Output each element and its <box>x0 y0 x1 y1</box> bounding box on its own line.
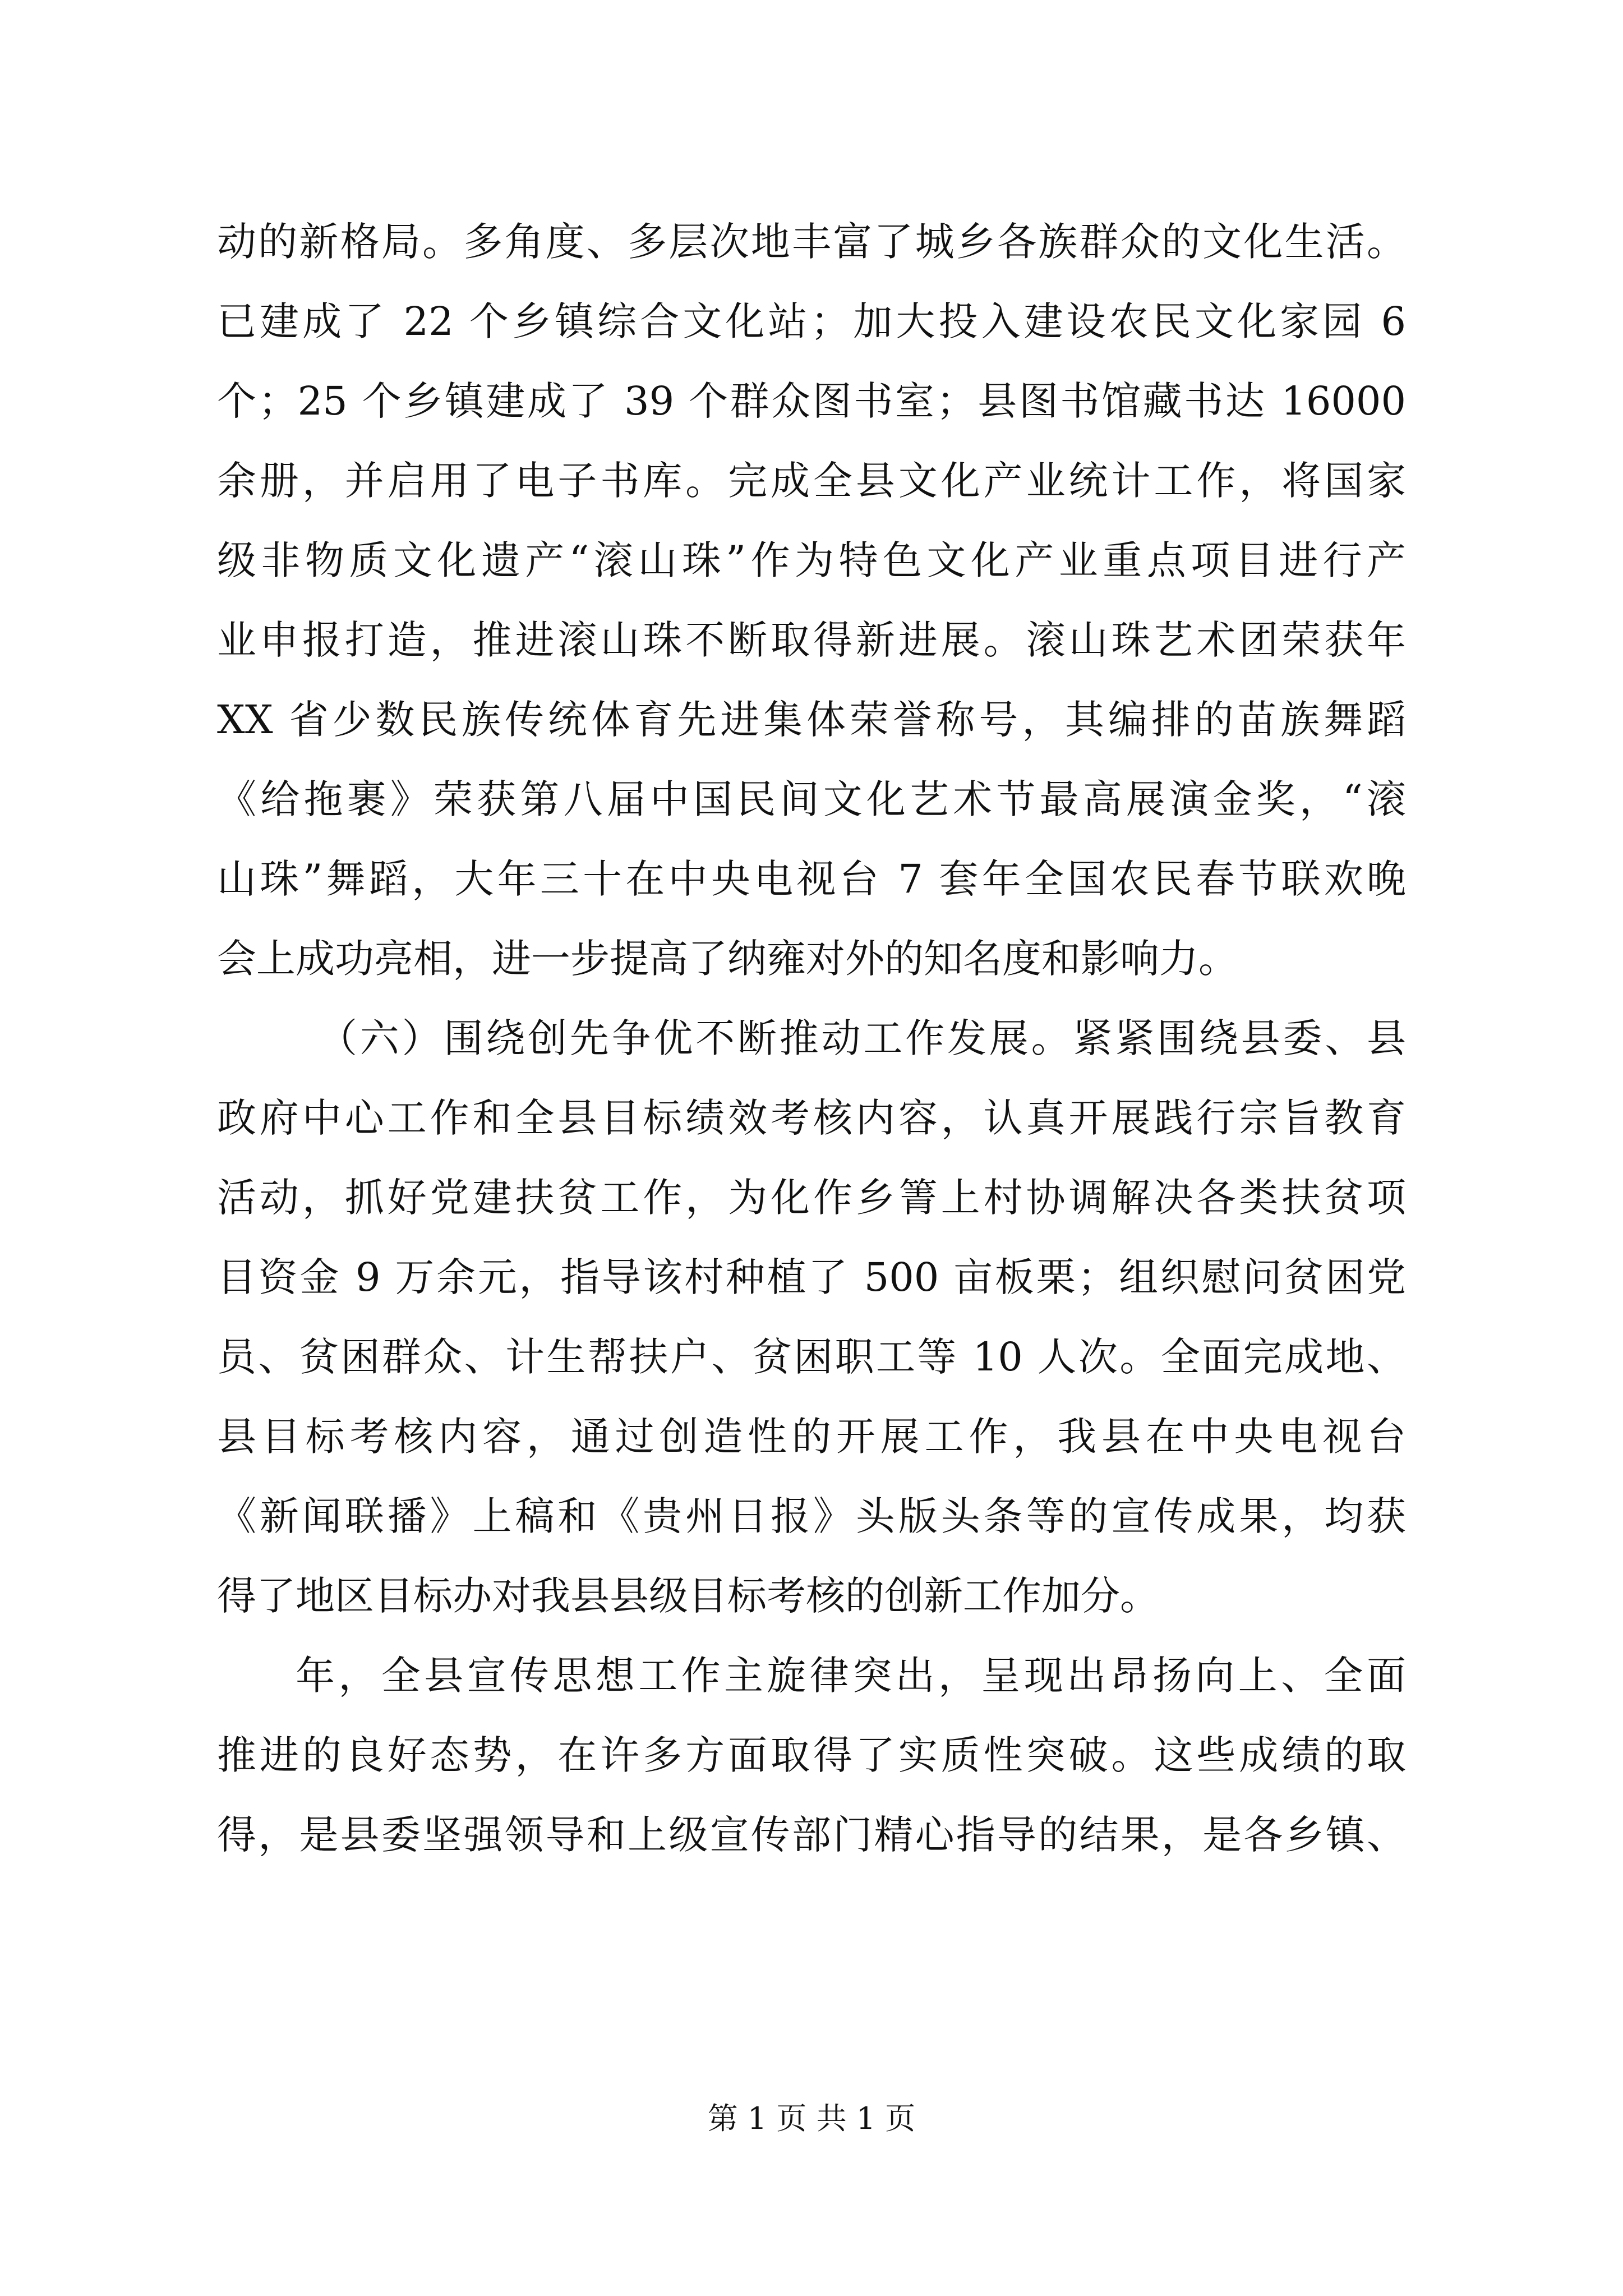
text-line: 《给拖裹》荣获第八届中国民间文化艺术节最高展演金奖，“滚 <box>217 776 1406 822</box>
text-line: 目资金 9 万余元，指导该村种植了 500 亩板栗；组织慰问贫困党 <box>217 1254 1406 1300</box>
body-text <box>217 202 1406 1875</box>
text-line: 员、贫困群众、计生帮扶户、贫困职工等 10 人次。全面完成地、 <box>217 1334 1406 1380</box>
text-line: 会上成功亮相，进一步提高了纳雍对外的知名度和影响力。 <box>217 936 1238 982</box>
text-line: 山珠”舞蹈，大年三十在中央电视台 7 套年全国农民春节联欢晚 <box>217 856 1406 902</box>
text-line: 级非物质文化遗产“滚山珠”作为特色文化产业重点项目进行产 <box>217 537 1406 583</box>
text-line: 已建成了 22 个乡镇综合文化站；加大投入建设农民文化家园 6 <box>217 298 1406 344</box>
page-footer: 第 1 页 共 1 页 <box>707 2101 916 2136</box>
text-line: 余册，并启用了电子书库。完成全县文化产业统计工作，将国家 <box>217 458 1406 504</box>
text-line: 个；25 个乡镇建成了 39 个群众图书室；县图书馆藏书达 16000 <box>217 378 1406 424</box>
text-line: 得了地区目标办对我县县级目标考核的创新工作加分。 <box>217 1573 1159 1619</box>
text-line: 活动，抓好党建扶贫工作，为化作乡箐上村协调解决各类扶贫项 <box>217 1175 1406 1221</box>
text-line: 动的新格局。多角度、多层次地丰富了城乡各族群众的文化生活。 <box>217 219 1406 265</box>
section-heading-line: （六）围绕创先争优不断推动工作发展。紧紧围绕县委、县 <box>318 1015 1406 1061</box>
text-line: 业申报打造，推进滚山珠不断取得新进展。滚山珠艺术团荣获年 <box>217 617 1406 663</box>
text-line: 县目标考核内容，通过创造性的开展工作，我县在中央电视台 <box>217 1414 1406 1460</box>
text-line: 推进的良好态势，在许多方面取得了实质性突破。这些成绩的取 <box>217 1732 1406 1778</box>
text-line: 得，是县委坚强领导和上级宣传部门精心指导的结果，是各乡镇、 <box>217 1812 1406 1858</box>
paragraph-start-line: 年，全县宣传思想工作主旋律突出，呈现出昂扬向上、全面 <box>296 1653 1406 1699</box>
text-line: 《新闻联播》上稿和《贵州日报》头版头条等的宣传成果，均获 <box>217 1493 1406 1539</box>
text-line: XX 省少数民族传统体育先进集体荣誉称号，其编排的苗族舞蹈 <box>217 697 1406 743</box>
text-line: 政府中心工作和全县目标绩效考核内容，认真开展践行宗旨教育 <box>217 1095 1406 1141</box>
